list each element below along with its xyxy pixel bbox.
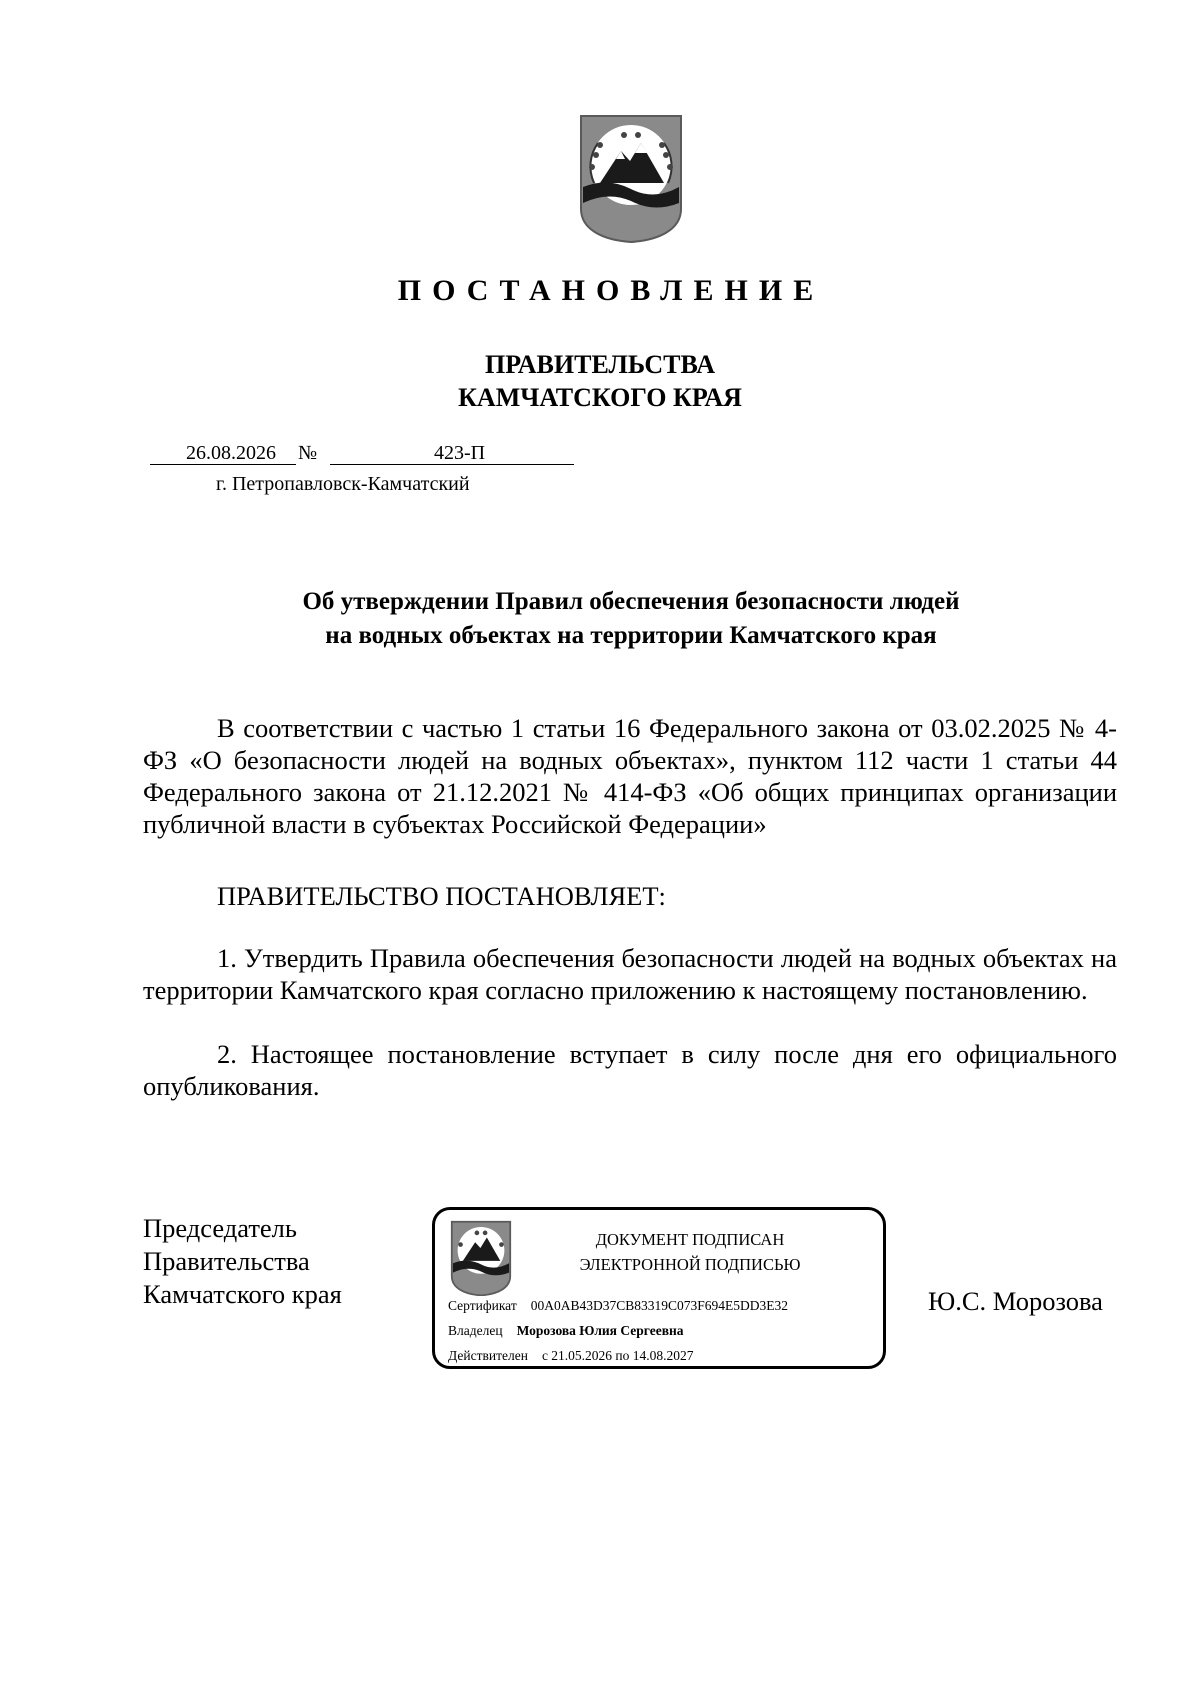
document-type: ПОСТАНОВЛЕНИЕ xyxy=(397,274,825,307)
signer-position-line-3: Камчатского края xyxy=(143,1279,342,1309)
resolution-item-2: 2. Настоящее постановление вступает в силу после дня его официального опубликования. xyxy=(143,1039,1117,1101)
stamp-heading-2: ЭЛЕКТРОННОЙ ПОДПИСЬЮ xyxy=(579,1255,801,1274)
issuer-line-1: ПРАВИТЕЛЬСТВА xyxy=(485,350,715,379)
document-title-line-2: на водных объектах на территории Камчатского края xyxy=(325,622,937,649)
certificate-label: Сертификат xyxy=(448,1298,517,1313)
stamp-owner-row xyxy=(448,1323,684,1339)
owner-label: Владелец xyxy=(448,1323,503,1338)
validity-value: с 21.05.2026 по 14.08.2027 xyxy=(541,1348,694,1363)
registration-row xyxy=(150,442,574,468)
owner-value: Морозова Юлия Сергеевна xyxy=(516,1323,684,1338)
issuer-line-2: КАМЧАТСКОГО КРАЯ xyxy=(458,383,742,412)
kamchatka-crest-icon xyxy=(578,113,684,243)
document-date: 26.08.2026 xyxy=(186,442,276,464)
validity-label: Действителен xyxy=(448,1348,528,1363)
legal-basis-paragraph: В соответствии с частью 1 статьи 16 Федерального закона от 03.02.2025 № 4-ФЗ «О безопасности людей на водных объектах», пунктом 112 части 1 статьи 44 Федерального закона от 21.12.2021 № 414-ФЗ «Об общих принципах организации публичной власти в субъектах Российской Федерации» xyxy=(143,713,1117,839)
document-title-line-1: Об утверждении Правил обеспечения безопасности людей xyxy=(302,588,960,615)
electronic-signature-stamp xyxy=(432,1207,886,1369)
signer-position-line-1: Председатель xyxy=(143,1213,297,1243)
document-number: 423-П xyxy=(434,442,486,464)
number-sign: № xyxy=(298,442,318,464)
signer-position xyxy=(143,1212,342,1311)
signer-position-line-2: Правительства xyxy=(143,1246,310,1276)
resolution-item-1: 1. Утвердить Правила обеспечения безопасности людей на водных объектах на территории Камчатского края согласно приложению к настоящему постановлению. xyxy=(143,943,1117,1005)
issue-city: г. Петропавловск-Камчатский xyxy=(216,473,470,495)
stamp-heading-1: ДОКУМЕНТ ПОДПИСАН xyxy=(595,1230,785,1249)
stamp-validity-row xyxy=(448,1348,694,1364)
signer-name: Ю.С. Морозова xyxy=(928,1286,1103,1316)
resolves-heading: ПРАВИТЕЛЬСТВО ПОСТАНОВЛЯЕТ: xyxy=(217,881,666,911)
kamchatka-crest-icon xyxy=(449,1220,513,1296)
certificate-value: 00A0AB43D37CB83319C073F694E5DD3E32 xyxy=(530,1298,788,1313)
stamp-certificate-row xyxy=(448,1298,788,1314)
